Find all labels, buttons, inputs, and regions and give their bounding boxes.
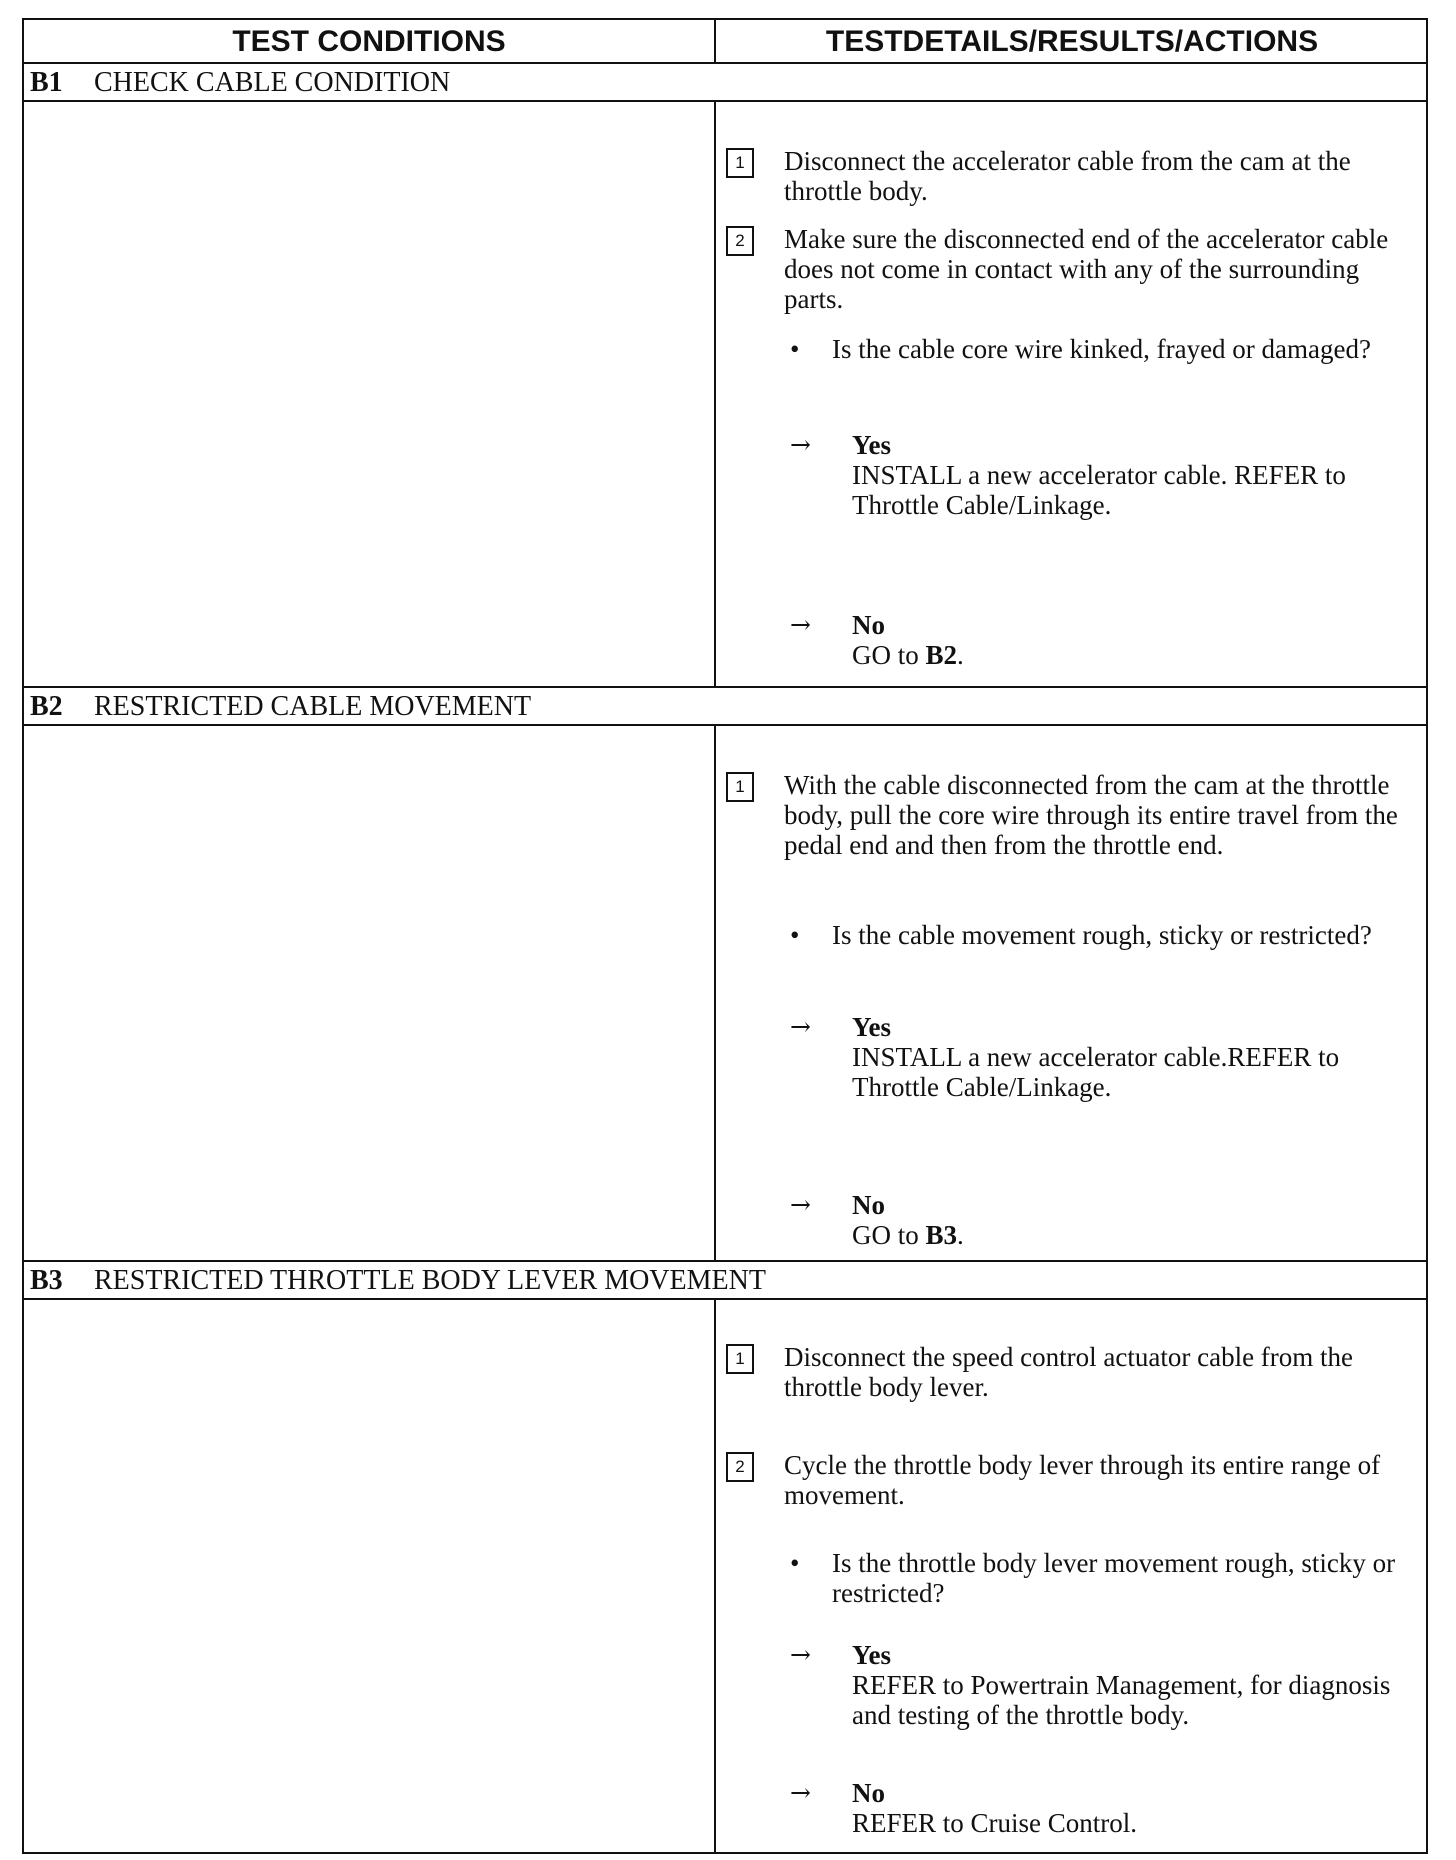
section-title-text: RESTRICTED CABLE MOVEMENT <box>94 691 532 722</box>
answer-prefix: GO to <box>852 640 926 670</box>
diagnostic-table <box>22 18 1428 1854</box>
bullet-icon: • <box>790 334 800 364</box>
test-details-cell <box>716 1300 1428 1852</box>
arrow-right-icon: → <box>790 430 811 459</box>
answer-label: Yes <box>852 430 891 460</box>
step-text: Cycle the throttle body lever through its entire range of movement. <box>784 1450 1381 1510</box>
arrow-right-icon: → <box>790 1190 811 1219</box>
test-conditions-cell <box>24 726 716 1260</box>
section-body-b3 <box>24 1300 1426 1852</box>
test-conditions-cell <box>24 1300 716 1852</box>
answer-label: No <box>852 1778 885 1808</box>
section-title-text: RESTRICTED THROTTLE BODY LEVER MOVEMENT <box>94 1265 766 1296</box>
answer-text: REFER to Cruise Control. <box>852 1808 1138 1838</box>
section-code: B2 <box>30 691 63 722</box>
goto-step-ref: B2 <box>925 640 958 670</box>
question-text: Is the cable core wire kinked, frayed or damaged? <box>832 334 1371 364</box>
answer-text <box>852 1220 1424 1250</box>
bullet-icon: • <box>790 1548 800 1578</box>
answer-label: No <box>852 1190 885 1220</box>
section-body-b1 <box>24 102 1426 688</box>
step-number-box: 2 <box>726 226 754 256</box>
step-text: Make sure the disconnected end of the accelerator cable does not come in contact with any of the surrounding parts. <box>784 224 1389 314</box>
answer-suffix: . <box>957 640 964 670</box>
arrow-right-icon: → <box>790 1012 811 1041</box>
answer-label: No <box>852 610 885 640</box>
section-body-b2 <box>24 726 1426 1262</box>
step-text: With the cable disconnected from the cam at the throttle body, pull the core wire through its entire travel from the pedal end and then from the throttle end. <box>784 770 1398 860</box>
step-text: Disconnect the speed control actuator cable from the throttle body lever. <box>784 1342 1354 1402</box>
test-details-cell <box>716 726 1428 1260</box>
answer-prefix: GO to <box>852 1220 926 1250</box>
arrow-right-icon: → <box>790 1640 811 1669</box>
answer-label: Yes <box>852 1012 891 1042</box>
section-title-b2 <box>24 688 1426 726</box>
section-code: B3 <box>30 1265 63 1296</box>
step-number-box: 1 <box>726 772 754 802</box>
test-details-cell <box>716 102 1428 686</box>
section-title-b1 <box>24 64 1426 102</box>
answer-label: Yes <box>852 1640 891 1670</box>
answer-suffix: . <box>957 1220 964 1250</box>
step-number-box: 2 <box>726 1452 754 1482</box>
header-test-conditions: TEST CONDITIONS <box>24 20 716 62</box>
goto-step-ref: B3 <box>925 1220 958 1250</box>
question-text: Is the cable movement rough, sticky or restricted? <box>832 920 1372 950</box>
section-title-b3 <box>24 1262 1426 1300</box>
answer-text: INSTALL a new accelerator cable. REFER to Throttle Cable/Linkage. <box>852 460 1346 520</box>
question-text: Is the throttle body lever movement rough, sticky or restricted? <box>832 1548 1396 1608</box>
section-code: B1 <box>30 67 63 98</box>
test-conditions-cell <box>24 102 716 686</box>
step-number-box: 1 <box>726 148 754 178</box>
header-test-details: TESTDETAILS/RESULTS/ACTIONS <box>825 25 1319 58</box>
arrow-right-icon: → <box>790 1778 811 1807</box>
arrow-right-icon: → <box>790 610 811 639</box>
answer-text <box>852 640 1424 670</box>
step-text: Disconnect the accelerator cable from the cam at the throttle body. <box>784 146 1351 206</box>
answer-text: INSTALL a new accelerator cable.REFER to Throttle Cable/Linkage. <box>852 1042 1340 1102</box>
section-title-text: CHECK CABLE CONDITION <box>94 67 451 98</box>
answer-text: REFER to Powertrain Management, for diagnosis and testing of the throttle body. <box>852 1670 1391 1730</box>
step-number-box: 1 <box>726 1344 754 1374</box>
bullet-icon: • <box>790 920 800 950</box>
table-header <box>24 20 1426 64</box>
